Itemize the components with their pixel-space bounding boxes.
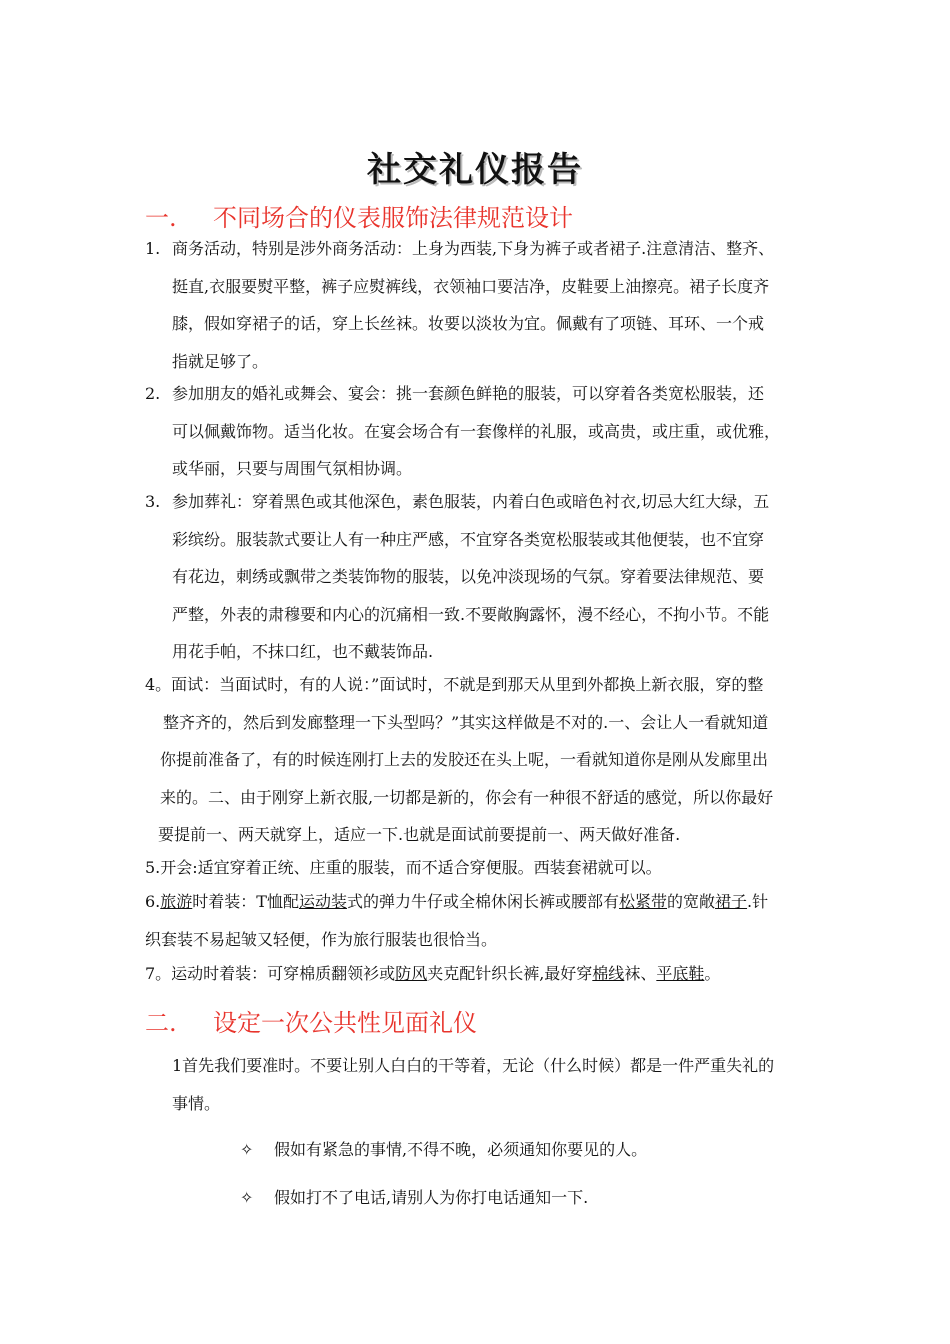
text-line: 彩缤纷。服装款式要让人有一种庄严感，不宜穿各类宽松服装或其他便装，也不宜穿 xyxy=(172,529,765,549)
text-line: 商务活动，特别是涉外商务活动：上身为西装,下身为裤子或者裙子.注意清洁、整齐、 xyxy=(172,239,775,258)
link-cotton-thread[interactable]: 棉线 xyxy=(592,964,625,983)
diamond-bullet-icon: ✧ xyxy=(240,1140,254,1159)
bullet-item xyxy=(240,1137,647,1160)
text-line: 指就足够了。 xyxy=(172,351,269,371)
text-run: .针 xyxy=(747,892,769,911)
text-run: 袜、 xyxy=(624,964,657,983)
paragraph-wedding xyxy=(172,375,780,488)
link-windproof[interactable]: 防风 xyxy=(395,964,428,983)
link-elastic-band[interactable]: 松紧带 xyxy=(619,892,668,911)
text-line: 有花边，刺绣或飘带之类装饰物的服装，以免冲淡现场的气氛。穿着要法律规范、要 xyxy=(172,567,765,586)
text-line: 参加朋友的婚礼或舞会、宴会：挑一套颜色鲜艳的服装，可以穿着各类宽松服装，还 xyxy=(172,384,765,403)
text-line: 1首先我们要准时。不要让别人白白的干等着，无论（什么时候）都是一件严重失礼的 xyxy=(172,1056,775,1075)
text-line: 来的。二、由于刚穿上新衣服,一切都是新的，你会有一种很不舒适的感觉，所以你最好 xyxy=(160,787,774,807)
text-line: 5.开会:适宜穿着正统、庄重的服装，而不适合穿便服。西装套裙就可以。 xyxy=(145,858,662,877)
section-number: 二. xyxy=(145,1009,177,1037)
paragraph-business xyxy=(172,230,774,380)
text-line: 用花手帕，不抹口红，也不戴装饰品. xyxy=(172,642,434,661)
text-line xyxy=(145,955,720,993)
list-number: 2. xyxy=(145,384,161,403)
paragraph-interview xyxy=(145,666,773,854)
text-run: 式的弹力牛仔或全棉休闲长裤或腰部有 xyxy=(346,892,619,911)
text-run: 7。运动时着装：可穿棉质翻领衫或 xyxy=(145,964,396,983)
section-heading-2 xyxy=(145,1003,477,1038)
text-line: 挺直,衣服要熨平整，裤子应熨裤线，衣领袖口要洁净，皮鞋要上油擦亮。裙子长度齐 xyxy=(172,276,770,296)
section-heading-text: 设定一次公共性见面礼仪 xyxy=(213,1009,477,1037)
paragraph-funeral xyxy=(172,483,769,671)
list-number: 3. xyxy=(145,492,161,511)
text-run: 。 xyxy=(704,964,721,983)
section-number: 一. xyxy=(145,204,177,232)
text-line: 你提前准备了，有的时候连刚打上去的发胶还在头上呢，一看就知道你是刚从发廊里出 xyxy=(160,750,769,769)
link-skirt[interactable]: 裙子 xyxy=(715,892,748,911)
text-run: 的宽敞 xyxy=(667,892,716,911)
document-title: 社交礼仪报告 xyxy=(367,150,583,190)
link-travel[interactable]: 旅游 xyxy=(160,892,193,911)
link-flat-shoes[interactable]: 平底鞋 xyxy=(656,964,705,983)
section-heading-text: 不同场合的仪表服饰法律规范设计 xyxy=(213,204,573,232)
text-run: 时着装：T恤配 xyxy=(192,892,299,911)
text-run: 夹克配针织长裤,最好穿 xyxy=(427,964,593,983)
list-number: 1. xyxy=(145,239,161,258)
text-line: 可以佩戴饰物。适当化妆。在宴会场合有一套像样的礼服，或高贵，或庄重，或优雅， xyxy=(172,421,781,441)
text-line: 或华丽，只要与周围气氛相协调。 xyxy=(172,459,413,478)
text-run: 6. xyxy=(145,892,161,911)
bullet-text: 假如打不了电话,请别人为你打电话通知一下. xyxy=(274,1188,589,1207)
text-line: 4。面试：当面试时，有的人说：”面试时，不就是到那天从里到外都换上新衣服，穿的整 xyxy=(145,675,764,694)
text-line: 要提前一、两天就穿上，适应一下.也就是面试前要提前一、两天做好准备. xyxy=(158,825,681,844)
bullet-text: 假如有紧急的事情,不得不晚，必须通知你要见的人。 xyxy=(274,1140,648,1159)
text-line: 整齐齐的，然后到发廊整理一下头型吗？”其实这样做是不对的.一、会让人一看就知道 xyxy=(163,712,769,732)
text-line: 参加葬礼：穿着黑色或其他深色，素色服装，内着白色或暗色衬衣,切忌大红大绿，五 xyxy=(172,492,770,511)
diamond-bullet-icon: ✧ xyxy=(240,1188,254,1207)
paragraph-punctuality xyxy=(172,1047,774,1122)
bullet-item xyxy=(240,1185,588,1208)
text-line: 膝，假如穿裙子的话，穿上长丝袜。妆要以淡妆为宜。佩戴有了项链、耳环、一个戒 xyxy=(172,314,765,333)
text-line: 事情。 xyxy=(172,1093,221,1113)
section-heading-1 xyxy=(145,198,573,233)
paragraph-sports xyxy=(145,955,720,993)
paragraph-meeting xyxy=(145,849,662,887)
text-line xyxy=(145,883,768,921)
text-line: 织套装不易起皱又轻便，作为旅行服装也很恰当。 xyxy=(145,929,498,949)
paragraph-travel xyxy=(145,883,768,958)
link-sportswear[interactable]: 运动装 xyxy=(298,892,347,911)
text-line: 严整，外表的肃穆要和内心的沉痛相一致.不要敞胸露怀，漫不经心，不拘小节。不能 xyxy=(172,604,770,624)
